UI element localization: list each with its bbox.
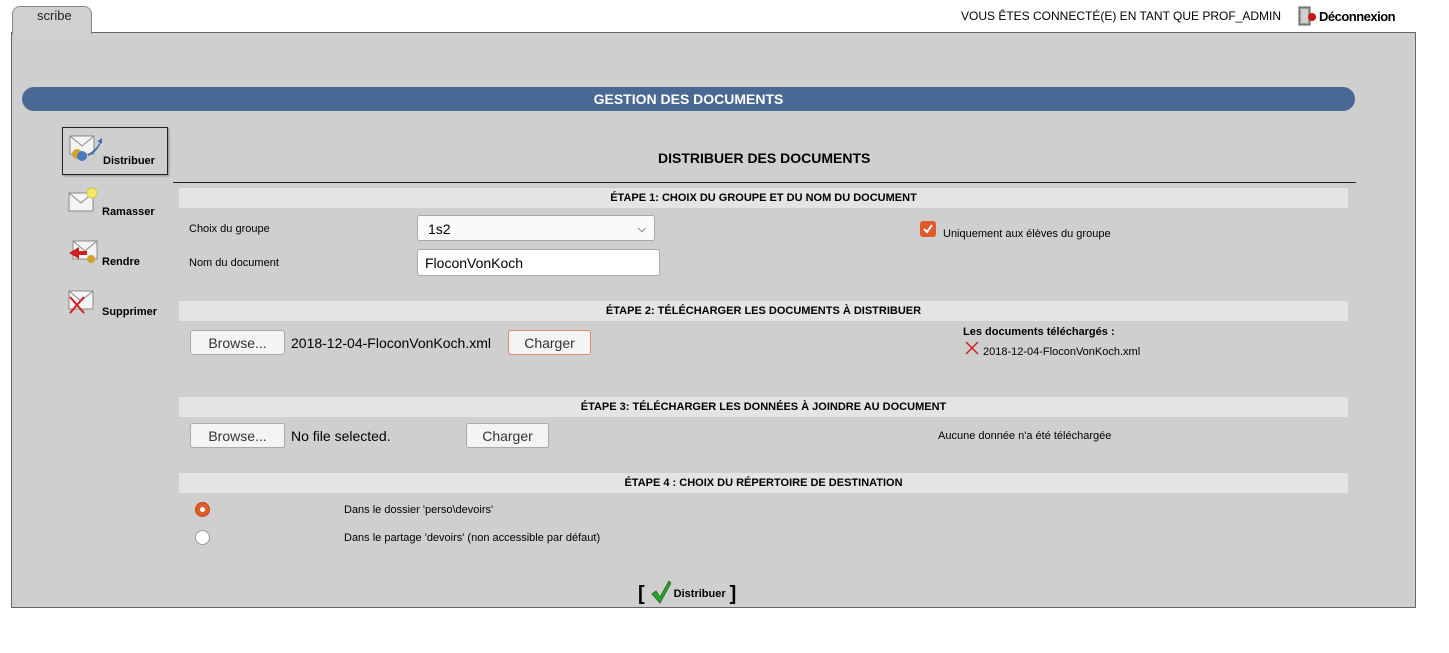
- data-upload-status: Aucune donnée n'a été téléchargée: [938, 430, 1112, 442]
- radio-partage-devoirs-label: Dans le partage 'devoirs' (non accessible par défaut): [344, 532, 601, 544]
- collect-mail-icon: [67, 187, 101, 220]
- group-only-checkbox[interactable]: [920, 221, 936, 237]
- step4-header: ÉTAPE 4 : CHOIX DU RÉPERTOIRE DE DESTINATION: [179, 473, 1348, 493]
- selected-data-file: No file selected.: [291, 428, 391, 444]
- radio-perso-devoirs-label: Dans le dossier 'perso\devoirs': [344, 504, 494, 516]
- upload-data-button[interactable]: Charger: [466, 423, 549, 448]
- group-select-value: 1s2: [428, 221, 451, 237]
- group-label: Choix du groupe: [189, 223, 270, 235]
- nav-rendre[interactable]: [62, 231, 166, 277]
- nav-label: Distribuer: [103, 155, 155, 167]
- submit-label: Distribuer: [673, 588, 726, 600]
- uploaded-file-name: 2018-12-04-FloconVonKoch.xml: [983, 346, 1141, 358]
- logout-label: Déconnexion: [1319, 8, 1396, 24]
- tab-scribe[interactable]: [12, 6, 92, 34]
- step1-header: ÉTAPE 1: CHOIX DU GROUPE ET DU NOM DU DOCUMENT: [179, 188, 1348, 208]
- nav-distribuer[interactable]: [62, 127, 168, 175]
- uploaded-documents-title: Les documents téléchargés :: [963, 326, 1115, 338]
- nav-supprimer[interactable]: [62, 281, 166, 327]
- page-title: DISTRIBUER DES DOCUMENTS: [658, 150, 871, 166]
- checkmark-icon: [922, 223, 934, 235]
- submit-bracket-close: ]: [729, 582, 737, 605]
- checkmark-icon: [651, 580, 671, 609]
- chevron-down-icon: ⌵: [637, 223, 646, 235]
- document-name-input[interactable]: FloconVonKoch: [417, 249, 660, 276]
- delete-mail-icon: [67, 287, 101, 320]
- distribuer-submit-button[interactable]: [638, 581, 736, 607]
- upload-documents-button[interactable]: Charger: [508, 330, 591, 355]
- selected-document-file: 2018-12-04-FloconVonKoch.xml: [291, 335, 492, 351]
- logout-link[interactable]: [1297, 6, 1395, 26]
- nav-label: Rendre: [102, 256, 140, 268]
- main-panel: [11, 32, 1416, 608]
- name-label: Nom du document: [189, 257, 279, 269]
- group-only-label: Uniquement aux élèves du groupe: [943, 228, 1111, 240]
- browse-data-button[interactable]: Browse...: [190, 423, 285, 448]
- tab-label: scribe: [37, 8, 72, 23]
- group-select[interactable]: [417, 215, 655, 241]
- radio-partage-devoirs[interactable]: [195, 530, 210, 545]
- section-banner: GESTION DES DOCUMENTS: [22, 87, 1355, 111]
- title-divider: [173, 182, 1356, 183]
- step3-header: ÉTAPE 3: TÉLÉCHARGER LES DONNÉES À JOINDRE AU DOCUMENT: [179, 397, 1348, 417]
- logout-icon: [1297, 6, 1317, 26]
- distribute-mail-icon: [68, 134, 102, 167]
- submit-bracket-open: [: [638, 582, 645, 605]
- connected-user-text: VOUS ÊTES CONNECTÉ(E) EN TANT QUE PROF_ADMIN: [961, 9, 1282, 23]
- step2-header: ÉTAPE 2: TÉLÉCHARGER LES DOCUMENTS À DISTRIBUER: [179, 301, 1348, 321]
- nav-label: Supprimer: [102, 306, 158, 318]
- return-mail-icon: [67, 237, 101, 270]
- remove-file-icon[interactable]: [965, 341, 979, 360]
- nav-ramasser[interactable]: [62, 181, 166, 227]
- nav-label: Ramasser: [102, 206, 155, 218]
- browse-documents-button[interactable]: Browse...: [190, 330, 285, 355]
- radio-perso-devoirs[interactable]: [195, 502, 210, 517]
